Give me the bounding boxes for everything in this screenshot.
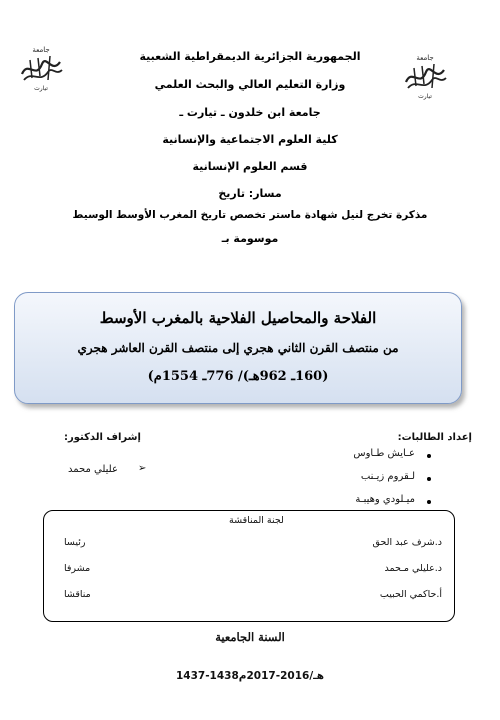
thesis-subtitle: من منتصف القرن الثاني هجري إلى منتصف القرن العاشر هجري: [77, 341, 399, 355]
thesis-period: (160ـ 962هـ)/ 776ـ 1554م): [147, 369, 329, 384]
student-name: لـقروم زيـنب: [360, 471, 415, 482]
student-name: عـايش طـاوس: [353, 448, 415, 459]
svg-text:جامعة: جامعة: [416, 54, 434, 62]
committee-member-role: رئيسا: [64, 537, 86, 548]
bullet-icon: [427, 454, 431, 458]
titled-label: موسومة بـ: [221, 232, 279, 245]
committee-box: [43, 510, 455, 622]
academic-year-label: السنة الجامعية: [215, 630, 285, 644]
faculty-name: كلية العلوم الاجتماعية والإنسانية: [162, 133, 338, 146]
republic-name: الجمهورية الجزائرية الديمقراطية الشعبية: [139, 50, 361, 63]
svg-text:تيارت: تيارت: [418, 93, 432, 100]
committee-member-name: أ.حاكمي الحبيب: [379, 589, 442, 600]
academic-years: 1437-1438هـ/2016-2017م: [175, 670, 325, 682]
student-name: ميـلودي وهيبـة: [355, 494, 415, 505]
track-name: مسار: تاريخ: [218, 187, 282, 200]
thesis-description: مذكرة تخرج لنيل شهادة ماستر تخصص تاريخ المغرب الأوسط الوسيط: [72, 209, 428, 221]
svg-text:جامعة: جامعة: [32, 46, 50, 54]
supervisor-heading: إشراف الدكتور:: [64, 432, 141, 443]
bullet-icon: [427, 477, 431, 481]
committee-heading: لجنة المناقشة: [229, 515, 284, 526]
committee-member-name: د.شرف عبد الحق: [372, 537, 442, 548]
committee-member-role: مناقشا: [64, 589, 91, 600]
department-name: قسم العلوم الإنسانية: [192, 160, 308, 173]
university-name: جامعة ابن خلدون ـ تيارت ـ: [179, 106, 321, 119]
thesis-title: الفلاحة والمحاصيل الفلاحية بالمغرب الأوسط: [99, 309, 377, 327]
arrow-bullet-icon: ➢: [138, 463, 147, 474]
supervisor-name: عليلي محمد: [68, 464, 118, 475]
svg-text:تيارت: تيارت: [34, 85, 48, 92]
ministry-name: وزارة التعليم العالي والبحث العلمي: [154, 78, 346, 91]
committee-member-name: د.عليلي مـحمد: [384, 563, 442, 574]
students-heading: إعداد الطالبات:: [397, 432, 472, 443]
thesis-title-box: [14, 292, 462, 404]
committee-member-role: مشرفا: [64, 563, 91, 574]
bullet-icon: [427, 500, 431, 504]
